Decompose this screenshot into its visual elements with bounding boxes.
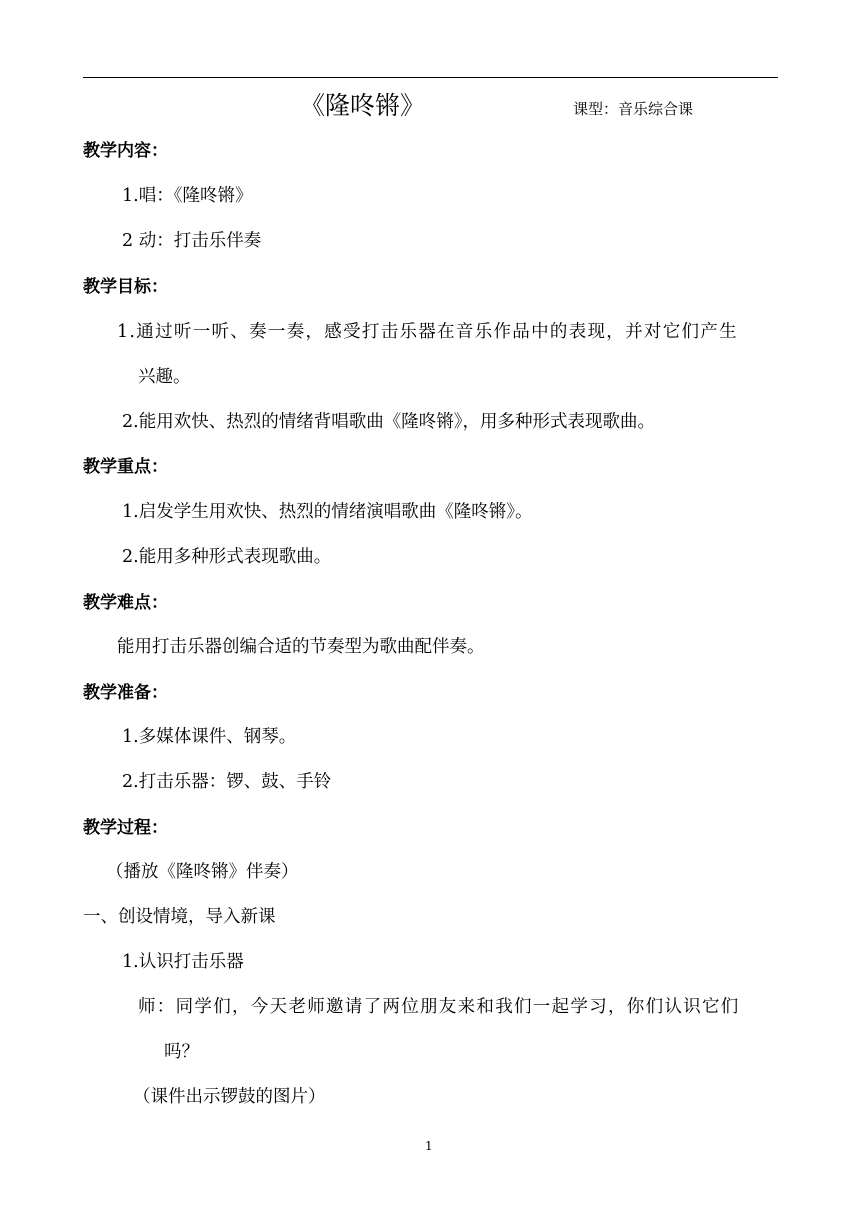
key-point-2: 2.能用多种形式表现歌曲。 <box>122 547 332 567</box>
goals-item-2: 2.能用欢快、热烈的情绪背唱歌曲《隆咚锵》，用多种形式表现歌曲。 <box>122 412 655 432</box>
course-type: 课型：音乐综合课 <box>573 100 694 118</box>
content-heading: 教学内容： <box>83 141 168 161</box>
step-1-title: 1.认识打击乐器 <box>122 952 244 972</box>
page-number: 1 <box>425 1139 433 1153</box>
difficulties-heading: 教学难点： <box>83 593 168 613</box>
goals-item-1-line-1: 1.通过听一听、奏一奏，感受打击乐器在音乐作品中的表现，并对它们产生 <box>117 322 738 342</box>
goals-item-1-line-2: 兴趣。 <box>138 367 191 387</box>
key-point-1: 1.启发学生用欢快、热烈的情绪演唱歌曲《隆咚锵》。 <box>122 502 533 522</box>
lesson-title: 《隆咚锵》 <box>300 91 426 120</box>
teacher-line-1: 师：同学们，今天老师邀请了两位朋友来和我们一起学习，你们认识它们 <box>138 997 740 1017</box>
difficulties-text: 能用打击乐器创编合适的节奏型为歌曲配伴奏。 <box>117 637 485 657</box>
content-item-2: 2 动：打击乐伴奏 <box>122 231 262 251</box>
process-intro: （播放《隆咚锵》伴奏） <box>106 862 299 882</box>
section-1-title: 一、创设情境，导入新课 <box>83 907 276 927</box>
process-heading: 教学过程： <box>83 818 168 838</box>
header-rule <box>83 77 778 78</box>
goals-heading: 教学目标： <box>83 277 168 297</box>
courseware-note: （课件出示锣鼓的图片） <box>133 1087 326 1107</box>
preparation-heading: 教学准备： <box>83 683 168 703</box>
preparation-item-2: 2.打击乐器：锣、鼓、手铃 <box>122 772 332 792</box>
content-item-1: 1.唱：《隆咚锵》 <box>122 186 253 206</box>
key-points-heading: 教学重点： <box>83 457 168 477</box>
preparation-item-1: 1.多媒体课件、钢琴。 <box>122 727 297 747</box>
teacher-line-2: 吗？ <box>164 1042 199 1062</box>
